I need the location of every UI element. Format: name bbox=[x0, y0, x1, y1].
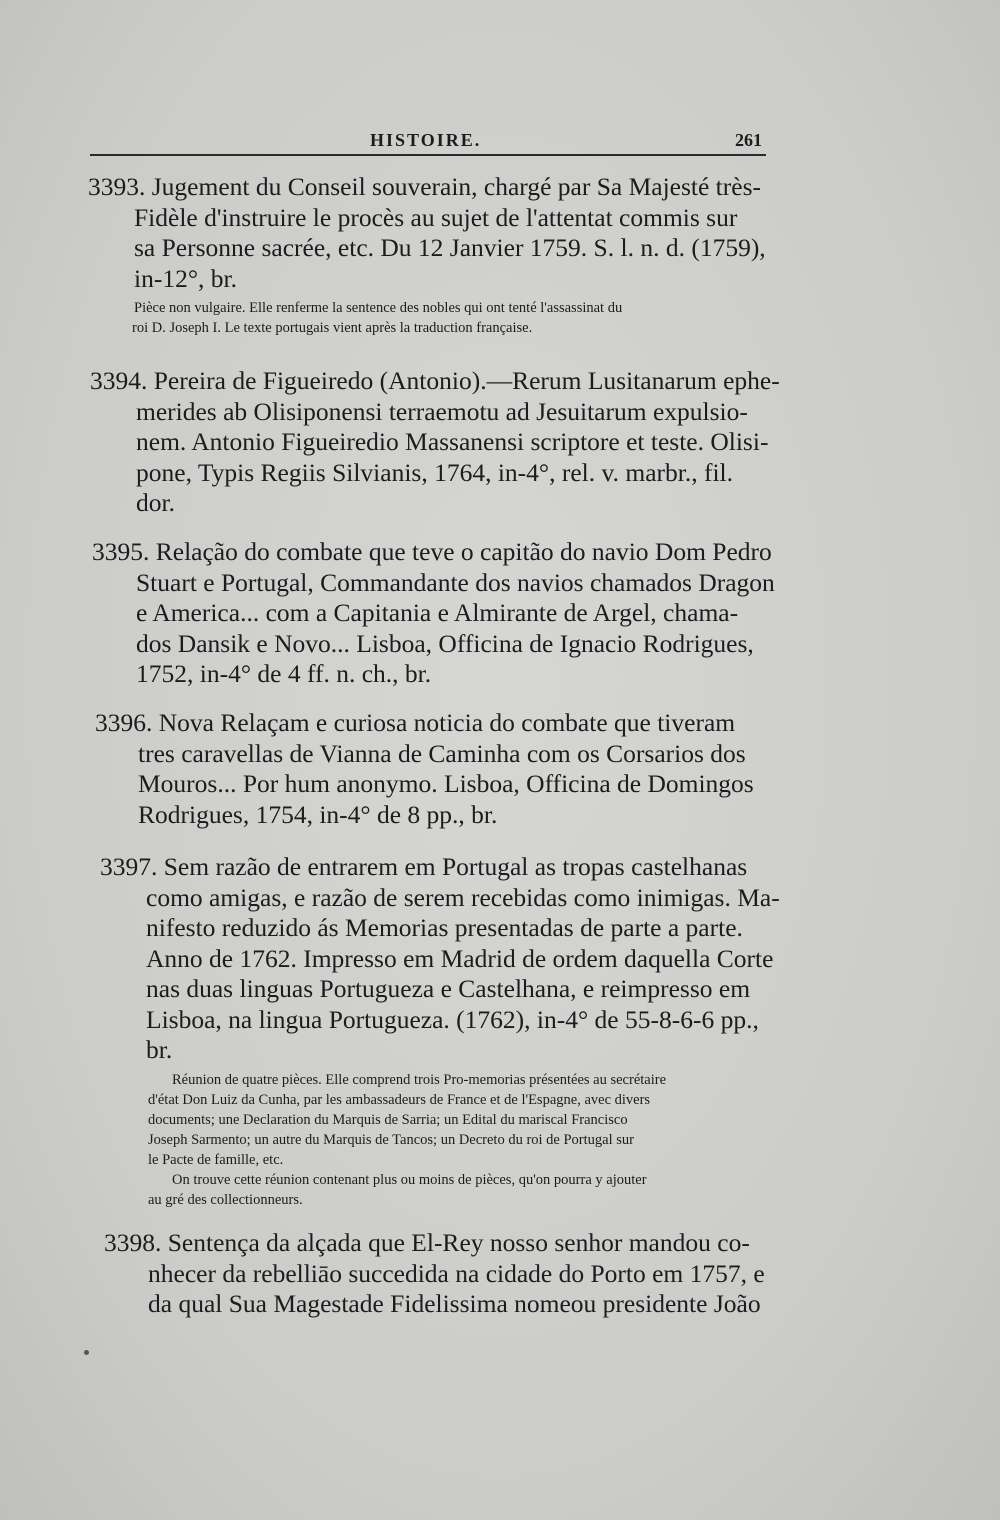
entry-line: nem. Antonio Figueiredio Massanensi scriptore et teste. Olisi- bbox=[136, 427, 769, 456]
note-line: documents; une Declaration du Marquis de Sarria; un Edital du mariscal Francisco bbox=[148, 1112, 628, 1128]
entry-line: dos Dansik e Novo... Lisboa, Officina de Ignacio Rodrigues, bbox=[136, 628, 754, 658]
entry-line: br. bbox=[146, 1035, 173, 1064]
entry-line: nas duas linguas Portugueza e Castelhana, e reimpresso em bbox=[146, 974, 751, 1003]
note-line: Joseph Sarmento; un autre du Marquis de Tancos; un Decreto du roi de Portugal sur bbox=[148, 1132, 634, 1148]
header-rule bbox=[90, 154, 766, 156]
entry-line: Lisboa, na lingua Portugueza. (1762), in-4° de 55-8-6-6 pp., bbox=[146, 1004, 759, 1034]
note-line: Pièce non vulgaire. Elle renferme la sentence des nobles qui ont tenté l'assassinat du bbox=[134, 300, 623, 316]
entry-3394 bbox=[90, 366, 780, 519]
entry-line: da qual Sua Magestade Fidelissima nomeou presidente João bbox=[148, 1289, 761, 1318]
note-line: On trouve cette réunion contenant plus ou moins de pièces, qu'on pourra y ajouter bbox=[172, 1172, 647, 1188]
note-line: au gré des collectionneurs. bbox=[148, 1192, 303, 1208]
entry-line: sa Personne sacrée, etc. Du 12 Janvier 1759. S. l. n. d. (1759), bbox=[134, 233, 766, 262]
entry-3393 bbox=[88, 172, 768, 294]
entry-line: nhecer da rebelliāo succedida na cidade do Porto em 1757, e bbox=[148, 1258, 765, 1288]
entry-line: Anno de 1762. Impresso em Madrid de ordem daquella Corte bbox=[146, 943, 774, 973]
entry-line: 3397. Sem razão de entrarem em Portugal as tropas castelhanas bbox=[100, 852, 748, 881]
entry-line: nifesto reduzido ás Memorias presentadas de parte a parte. bbox=[146, 913, 743, 942]
note-line: roi D. Joseph I. Le texte portugais vient après la traduction française. bbox=[132, 320, 533, 336]
entry-line: 1752, in-4° de 4 ff. n. ch., br. bbox=[136, 659, 432, 688]
running-title: HISTOIRE. bbox=[370, 130, 482, 150]
entry-line: merides ab Olisiponensi terraemotu ad Jesuitarum expulsio- bbox=[136, 396, 748, 426]
note-3397 bbox=[148, 1070, 828, 1210]
entry-3395 bbox=[92, 537, 775, 690]
entry-3396 bbox=[95, 708, 775, 830]
entry-line: 3393. Jugement du Conseil souverain, chargé par Sa Majesté très- bbox=[88, 172, 761, 201]
note-line: Réunion de quatre pièces. Elle comprend trois Pro-memorias présentées au secrétaire bbox=[172, 1072, 667, 1088]
page-number: 261 bbox=[735, 130, 762, 150]
entry-line: pone, Typis Regiis Silvianis, 1764, in-4°, rel. v. marbr., fil. bbox=[136, 457, 733, 487]
entry-line: 3396. Nova Relaçam e curiosa noticia do combate que tiveram bbox=[95, 708, 736, 737]
entry-line: Fidèle d'instruire le procès au sujet de l'attentat commis sur bbox=[134, 202, 738, 232]
entry-line: Stuart e Portugal, Commandante dos navios chamados Dragon bbox=[136, 567, 775, 597]
entry-line: 3394. Pereira de Figueiredo (Antonio).—Rerum Lusitanarum ephe- bbox=[90, 366, 780, 395]
note-line: d'état Don Luiz da Cunha, par les ambassadeurs de France et de l'Espagne, avec divers bbox=[148, 1092, 651, 1108]
entry-3397 bbox=[100, 852, 780, 1066]
page-header bbox=[90, 128, 766, 154]
entry-line: e America... com a Capitania e Almirante de Argel, chama- bbox=[136, 598, 739, 627]
entry-line: in-12°, br. bbox=[134, 263, 237, 293]
entry-line: Rodrigues, 1754, in-4° de 8 pp., br. bbox=[138, 799, 498, 829]
note-line: le Pacte de famille, etc. bbox=[148, 1152, 284, 1168]
entry-line: 3398. Sentença da alçada que El-Rey nosso senhor mandou co- bbox=[104, 1228, 750, 1257]
entry-line: Mouros... Por hum anonymo. Lisboa, Officina de Domingos bbox=[138, 769, 754, 798]
entry-line: como amigas, e razão de serem recebidas como inimigas. Ma- bbox=[146, 882, 780, 912]
entry-line: tres caravellas de Vianna de Caminha com os Corsarios dos bbox=[138, 738, 746, 768]
ink-speck bbox=[84, 1350, 89, 1355]
entry-line: dor. bbox=[136, 488, 175, 517]
note-3393 bbox=[134, 298, 814, 338]
entry-line: 3395. Relação do combate que teve o capitão do navio Dom Pedro bbox=[92, 537, 772, 566]
entry-3398 bbox=[104, 1228, 784, 1320]
